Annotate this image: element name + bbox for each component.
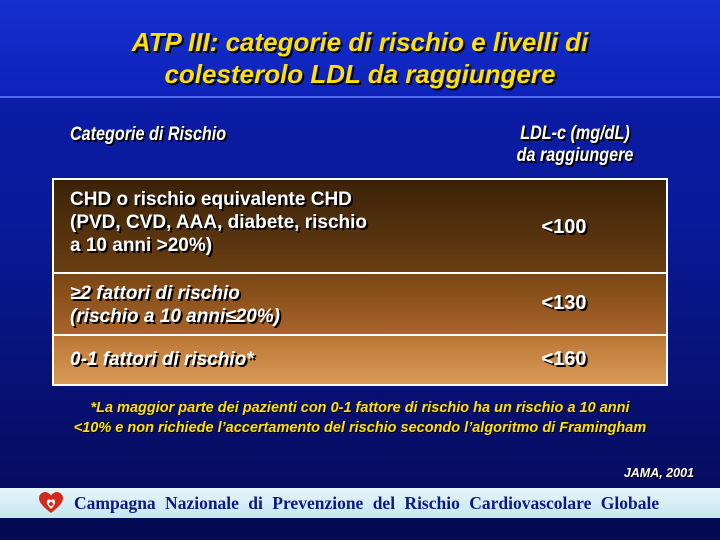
column-header-ldl-line-1: LDL-c (mg/dL): [520, 123, 630, 144]
table-row: [54, 336, 666, 384]
column-header-category: Categorie di Rischio: [70, 124, 227, 145]
footer-text: Campagna Nazionale di Prevenzione del Rischio Cardiovascolare Globale: [74, 493, 660, 513]
row-category-line: CHD o rischio equivalente CHD: [70, 189, 352, 210]
column-header-ldl-line-2: da raggiungere: [516, 145, 634, 166]
table-row: [54, 274, 666, 336]
footer-banner: [0, 488, 720, 518]
row-category-line: (rischio a 10 anni≤20%): [70, 306, 281, 327]
footnote: [20, 398, 700, 438]
row-target: <100: [541, 216, 587, 238]
row-category: [70, 348, 254, 371]
row-category: [70, 188, 367, 257]
table-row: [54, 180, 666, 274]
slide-title: [20, 26, 700, 90]
row-category: [70, 282, 280, 328]
source-citation: JAMA, 2001: [623, 466, 694, 480]
title-line-1: ATP III: categorie di rischio e livelli di: [131, 27, 589, 57]
row-category-line: 0-1 fattori di rischio*: [70, 349, 254, 370]
row-category-line: (PVD, CVD, AAA, diabete, rischio: [70, 212, 368, 233]
title-line-2: colesterolo LDL da raggiungere: [164, 59, 556, 89]
row-category-line: a 10 anni >20%): [70, 235, 213, 256]
footnote-line-2: <10% e non richiede l’accertamento del rischio secondo l’algoritmo di Framingham: [73, 420, 647, 436]
heart-logo-icon: [38, 491, 64, 515]
footnote-line-1: *La maggior parte dei pazienti con 0-1 fattore di rischio ha un rischio a 10 anni: [90, 400, 630, 416]
row-target: <130: [541, 292, 587, 314]
row-category-line: ≥2 fattori di rischio: [70, 283, 240, 304]
column-header-ldl: [511, 123, 639, 167]
bottom-strip: [0, 518, 720, 540]
row-target: <160: [541, 348, 587, 370]
risk-table: [52, 178, 668, 386]
